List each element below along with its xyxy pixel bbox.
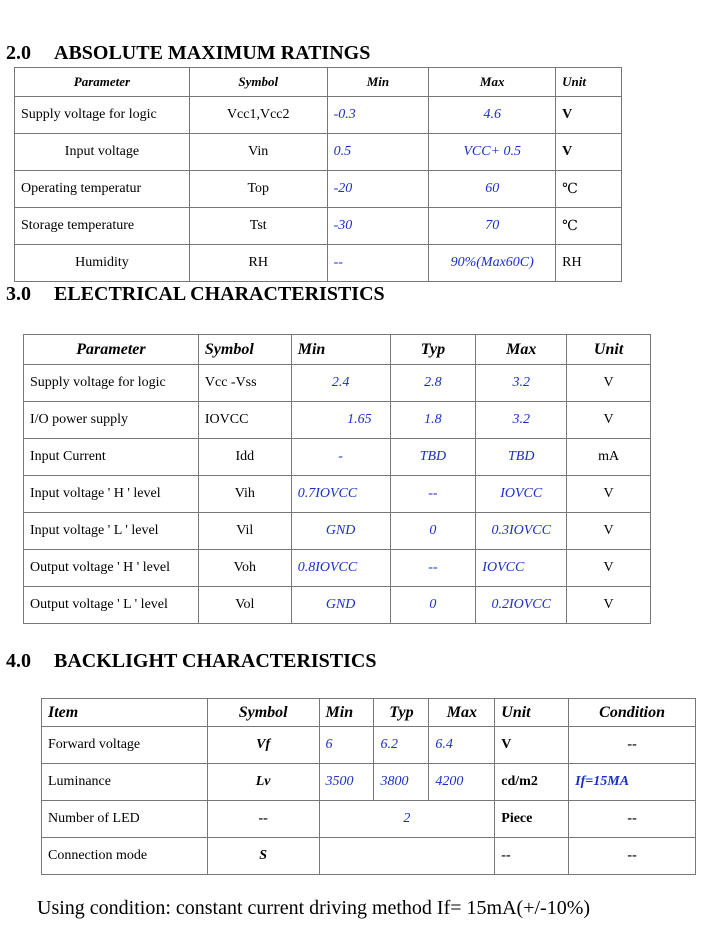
table-row <box>15 97 622 134</box>
cell-unit: cd/m2 <box>495 764 569 801</box>
header-unit: Unit <box>495 699 569 727</box>
header-unit: Unit <box>567 335 651 365</box>
cell-parameter: Supply voltage for logic <box>15 97 190 134</box>
cell-unit: V <box>495 727 569 764</box>
cell-symbol: Vf <box>207 727 319 764</box>
header-parameter: Parameter <box>15 68 190 97</box>
cell-parameter: I/O power supply <box>24 402 199 439</box>
cell-max: 0.3IOVCC <box>476 513 567 550</box>
header-typ: Typ <box>374 699 429 727</box>
table-row <box>42 764 696 801</box>
cell-max: 0.2IOVCC <box>476 587 567 624</box>
cell-symbol: S <box>207 838 319 875</box>
header-min: Min <box>291 335 390 365</box>
cell-typ: 0 <box>390 587 476 624</box>
cell-symbol: RH <box>189 245 327 282</box>
cell-condition: -- <box>569 838 696 875</box>
cell-item: Forward voltage <box>42 727 208 764</box>
cell-symbol: IOVCC <box>198 402 291 439</box>
cell-unit: V <box>567 365 651 402</box>
cell-symbol: Vil <box>198 513 291 550</box>
cell-min: 3500 <box>319 764 374 801</box>
cell-max: IOVCC <box>476 550 567 587</box>
cell-condition: -- <box>569 727 696 764</box>
table-row <box>15 171 622 208</box>
cell-max: 3.2 <box>476 402 567 439</box>
header-symbol: Symbol <box>207 699 319 727</box>
cell-max: 4.6 <box>429 97 556 134</box>
table-row <box>42 801 696 838</box>
table-header-row <box>42 699 696 727</box>
cell-symbol: Vol <box>198 587 291 624</box>
header-min: Min <box>327 68 429 97</box>
cell-max: VCC+ 0.5 <box>429 134 556 171</box>
cell-symbol: Vcc1,Vcc2 <box>189 97 327 134</box>
cell-unit: V <box>567 513 651 550</box>
header-max: Max <box>429 68 556 97</box>
cell-min: 6 <box>319 727 374 764</box>
cell-parameter: Storage temperature <box>15 208 190 245</box>
table-row <box>42 838 696 875</box>
table-row <box>24 550 651 587</box>
cell-parameter: Humidity <box>15 245 190 282</box>
table-row <box>24 587 651 624</box>
cell-symbol: Tst <box>189 208 327 245</box>
cell-item: Luminance <box>42 764 208 801</box>
cell-max: 60 <box>429 171 556 208</box>
header-symbol: Symbol <box>189 68 327 97</box>
header-max: Max <box>429 699 495 727</box>
header-symbol: Symbol <box>198 335 291 365</box>
cell-unit: RH <box>556 245 622 282</box>
cell-unit: V <box>567 476 651 513</box>
table-row <box>24 476 651 513</box>
cell-unit: -- <box>495 838 569 875</box>
cell-parameter: Input voltage ' H ' level <box>24 476 199 513</box>
cell-symbol: Vih <box>198 476 291 513</box>
cell-typ: 2.8 <box>390 365 476 402</box>
cell-unit: mA <box>567 439 651 476</box>
cell-max: IOVCC <box>476 476 567 513</box>
section-2-number: 2.0 <box>6 42 31 64</box>
cell-max: 70 <box>429 208 556 245</box>
section-4-number: 4.0 <box>6 650 31 672</box>
cell-symbol: Vcc -Vss <box>198 365 291 402</box>
header-unit: Unit <box>556 68 622 97</box>
cell-item: Number of LED <box>42 801 208 838</box>
cell-unit: Piece <box>495 801 569 838</box>
cell-parameter: Operating temperatur <box>15 171 190 208</box>
electrical-characteristics-table <box>23 334 651 624</box>
table-row <box>42 727 696 764</box>
cell-min: 0.7IOVCC <box>291 476 390 513</box>
cell-min: -0.3 <box>327 97 429 134</box>
cell-symbol: Vin <box>189 134 327 171</box>
cell-max: 90%(Max60C) <box>429 245 556 282</box>
cell-min: -30 <box>327 208 429 245</box>
section-2-heading <box>6 42 370 65</box>
cell-parameter: Output voltage ' H ' level <box>24 550 199 587</box>
header-parameter: Parameter <box>24 335 199 365</box>
table-header-row <box>24 335 651 365</box>
cell-min: 2.4 <box>291 365 390 402</box>
cell-max: 4200 <box>429 764 495 801</box>
cell-unit: V <box>567 402 651 439</box>
cell-parameter: Input Current <box>24 439 199 476</box>
cell-symbol: Idd <box>198 439 291 476</box>
header-typ: Typ <box>390 335 476 365</box>
cell-parameter: Input voltage <box>15 134 190 171</box>
table-row <box>24 513 651 550</box>
cell-min: 1.65 <box>291 402 390 439</box>
cell-min: 0.5 <box>327 134 429 171</box>
cell-condition: If=15MA <box>569 764 696 801</box>
cell-parameter: Supply voltage for logic <box>24 365 199 402</box>
header-item: Item <box>42 699 208 727</box>
table-row <box>15 134 622 171</box>
section-4-heading <box>6 650 377 673</box>
cell-symbol: Top <box>189 171 327 208</box>
header-min: Min <box>319 699 374 727</box>
absolute-max-ratings-table <box>14 67 622 282</box>
cell-max: 6.4 <box>429 727 495 764</box>
cell-max: 3.2 <box>476 365 567 402</box>
cell-symbol: Voh <box>198 550 291 587</box>
cell-typ: 0 <box>390 513 476 550</box>
cell-min: -- <box>327 245 429 282</box>
cell-led-count: 2 <box>319 801 495 838</box>
cell-empty <box>319 838 495 875</box>
table-header-row <box>15 68 622 97</box>
cell-unit: V <box>567 587 651 624</box>
section-4-title: BACKLIGHT CHARACTERISTICS <box>54 650 377 672</box>
table-row <box>24 402 651 439</box>
cell-typ: 3800 <box>374 764 429 801</box>
section-3-title: ELECTRICAL CHARACTERISTICS <box>54 283 385 305</box>
table-row <box>15 245 622 282</box>
cell-symbol: Lv <box>207 764 319 801</box>
table-row <box>24 439 651 476</box>
header-max: Max <box>476 335 567 365</box>
header-condition: Condition <box>569 699 696 727</box>
cell-unit: V <box>556 97 622 134</box>
cell-condition: -- <box>569 801 696 838</box>
cell-item: Connection mode <box>42 838 208 875</box>
cell-max: TBD <box>476 439 567 476</box>
cell-typ: TBD <box>390 439 476 476</box>
cell-typ: 1.8 <box>390 402 476 439</box>
cell-min: -20 <box>327 171 429 208</box>
section-3-heading <box>6 283 385 306</box>
cell-min: 0.8IOVCC <box>291 550 390 587</box>
using-condition-note: Using condition: constant current driving method If= 15mA(+/-10%) <box>37 897 591 919</box>
cell-typ: -- <box>390 550 476 587</box>
table-row <box>24 365 651 402</box>
section-3-number: 3.0 <box>6 283 31 305</box>
table-row <box>15 208 622 245</box>
cell-min: - <box>291 439 390 476</box>
cell-min: GND <box>291 513 390 550</box>
cell-unit: V <box>567 550 651 587</box>
cell-parameter: Output voltage ' L ' level <box>24 587 199 624</box>
cell-typ: 6.2 <box>374 727 429 764</box>
backlight-characteristics-table <box>41 698 696 875</box>
cell-symbol: -- <box>207 801 319 838</box>
cell-unit: ℃ <box>556 171 622 208</box>
cell-typ: -- <box>390 476 476 513</box>
cell-min: GND <box>291 587 390 624</box>
cell-unit: ℃ <box>556 208 622 245</box>
cell-unit: V <box>556 134 622 171</box>
cell-parameter: Input voltage ' L ' level <box>24 513 199 550</box>
section-2-title: ABSOLUTE MAXIMUM RATINGS <box>54 42 371 64</box>
